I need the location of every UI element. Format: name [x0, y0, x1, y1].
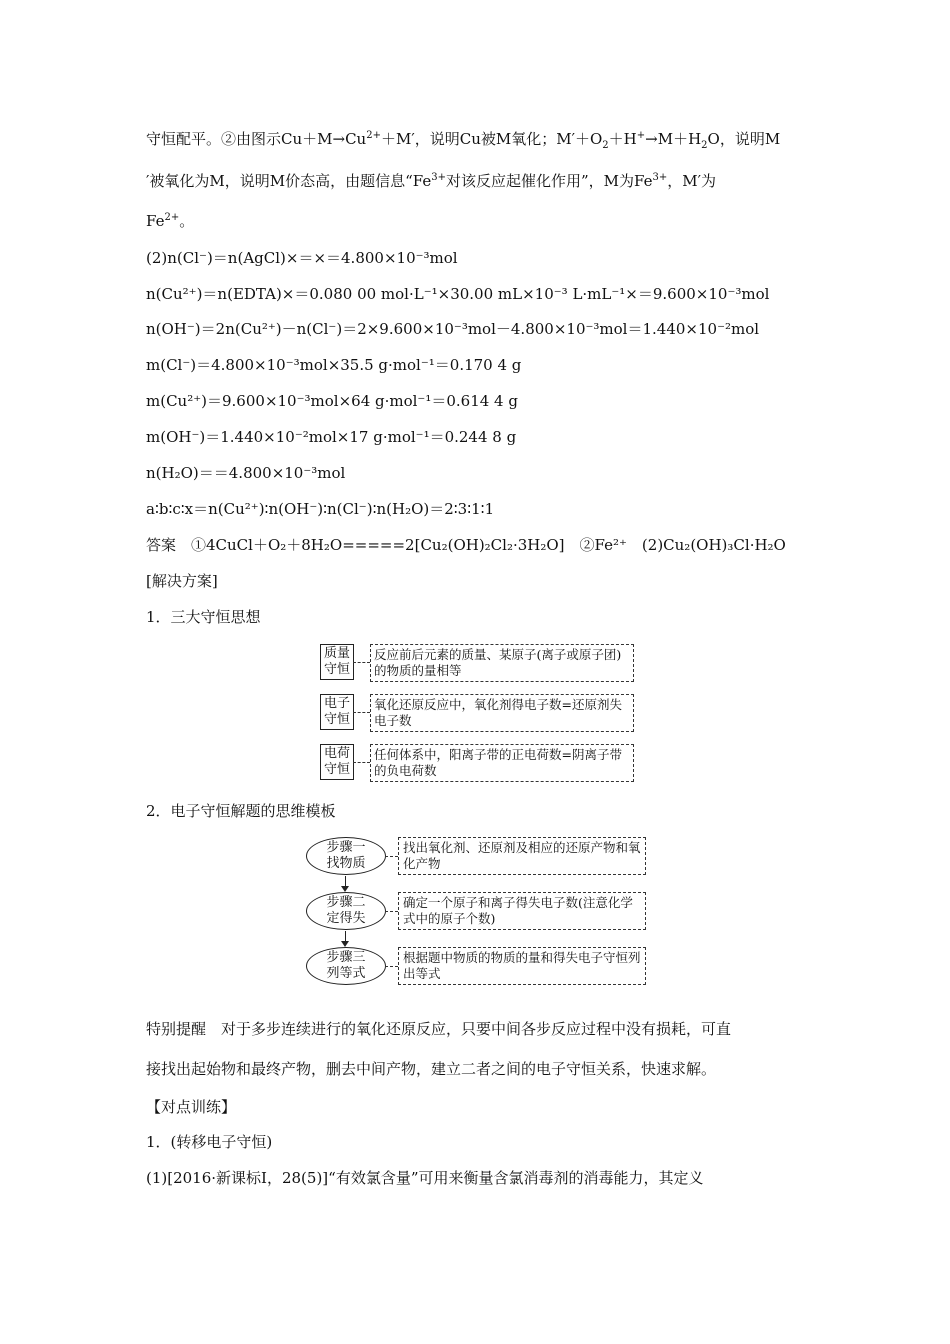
superscript: 2+: [164, 212, 180, 223]
section-heading-2: 2．电子守恒解题的思维模板: [146, 802, 336, 820]
explanation-line-3: [146, 210, 194, 231]
step-oval-2: [306, 892, 386, 930]
step-label: 步骤一: [326, 840, 366, 855]
connector: [353, 712, 370, 713]
category-box-electron: 电子守恒: [320, 694, 354, 730]
connector: [385, 911, 398, 912]
superscript: 3+: [652, 172, 668, 183]
step-description-1: 找出氧化剂、还原剂及相应的还原产物和氧化产物: [398, 837, 646, 875]
step-name: 找物质: [326, 856, 366, 871]
mass-line-cl: m(Cl⁻)＝4.800×10⁻³mol×35.5 g·mol⁻¹＝0.170 4 g: [146, 356, 522, 374]
text-segment: O，说明M: [707, 130, 781, 148]
text-segment: Fe: [146, 212, 165, 230]
solution-heading: [解决方案]: [146, 572, 218, 590]
special-reminder-line-1: 特别提醒 对于多步连续进行的氧化还原反应，只要中间各步反应过程中没有损耗，可直: [146, 1020, 732, 1038]
text-segment: →M＋H: [645, 130, 702, 148]
mass-line-oh: m(OH⁻)＝1.440×10⁻²mol×17 g·mol⁻¹＝0.244 8 g: [146, 428, 517, 446]
step-description-3: 根据题中物质的物质的量和得失电子守恒列出等式: [398, 947, 646, 985]
practice-item-1: 1．(转移电子守恒): [146, 1133, 273, 1151]
step-name: 列等式: [326, 966, 366, 981]
category-box-charge: 电荷守恒: [320, 744, 354, 780]
subscript: 2: [602, 140, 609, 151]
practice-heading: 【对点训练】: [146, 1098, 237, 1116]
step-name: 定得失: [326, 911, 366, 926]
connector: [353, 762, 370, 763]
special-reminder-line-2: 接找出起始物和最终产物，删去中间产物，建立二者之间的电子守恒关系，快速求解。: [146, 1060, 717, 1078]
calc-line-cl: (2)n(Cl⁻)＝n(AgCl)×＝×＝4.800×10⁻³mol: [146, 249, 458, 267]
superscript: 3+: [431, 172, 447, 183]
text-segment: 对该反应起催化作用”，M为Fe: [446, 172, 653, 190]
explanation-line-1: [146, 128, 780, 149]
connector: [385, 966, 398, 967]
explanation-line-2: [146, 170, 716, 191]
description-box-electron: 氧化还原反应中，氧化剂得电子数=还原剂失电子数: [370, 694, 634, 732]
answer-line: 答案 ①4CuCl＋O₂＋8H₂O=====2[Cu₂(OH)₂Cl₂·3H₂O] ②Fe²⁺ (2)Cu₂(OH)₃Cl·H₂O: [146, 536, 786, 554]
section-heading-1: 1．三大守恒思想: [146, 608, 261, 626]
calc-line-h2o: n(H₂O)＝＝4.800×10⁻³mol: [146, 464, 346, 482]
calc-line-oh: n(OH⁻)＝2n(Cu²⁺)－n(Cl⁻)＝2×9.600×10⁻³mol－4.800×10⁻³mol＝1.440×10⁻²mol: [146, 320, 760, 338]
text-segment: 守恒配平。②由图示Cu＋M→Cu: [146, 130, 367, 148]
text-segment: ′被氧化为M，说明M价态高，由题信息“Fe: [146, 172, 432, 190]
superscript: +: [636, 130, 646, 141]
step-label: 步骤三: [326, 950, 366, 965]
mass-line-cu: m(Cu²⁺)＝9.600×10⁻³mol×64 g·mol⁻¹＝0.614 4 g: [146, 392, 518, 410]
category-box-mass: 质量守恒: [320, 644, 354, 680]
superscript: 2+: [366, 130, 381, 141]
text-segment: 。: [179, 212, 195, 230]
description-box-mass: 反应前后元素的质量、某原子(离子或原子团)的物质的量相等: [370, 644, 634, 682]
step-oval-1: [306, 837, 386, 875]
connector: [353, 662, 370, 663]
subscript: 2: [701, 140, 708, 151]
ratio-line: a∶b∶c∶x＝n(Cu²⁺)∶n(OH⁻)∶n(Cl⁻)∶n(H₂O)＝2∶3∶1∶1: [146, 500, 495, 518]
step-description-2: 确定一个原子和离子得失电子数(注意化学式中的原子个数): [398, 892, 646, 930]
calc-line-cu: n(Cu²⁺)＝n(EDTA)×＝0.080 00 mol·L⁻¹×30.00 mL×10⁻³ L·mL⁻¹×＝9.600×10⁻³mol: [146, 285, 770, 303]
text-segment: ＋H: [608, 130, 637, 148]
description-box-charge: 任何体系中，阳离子带的正电荷数=阴离子带的负电荷数: [370, 744, 634, 782]
connector: [385, 856, 398, 857]
text-segment: ＋M′，说明Cu被M氧化；M′＋O: [380, 130, 603, 148]
practice-question-1: (1)[2016·新课标Ⅰ，28(5)]“有效氯含量”可用来衡量含氯消毒剂的消毒能力，其定义: [146, 1169, 704, 1187]
text-segment: ，M′为: [667, 172, 717, 190]
step-oval-3: [306, 947, 386, 985]
step-label: 步骤二: [326, 895, 366, 910]
